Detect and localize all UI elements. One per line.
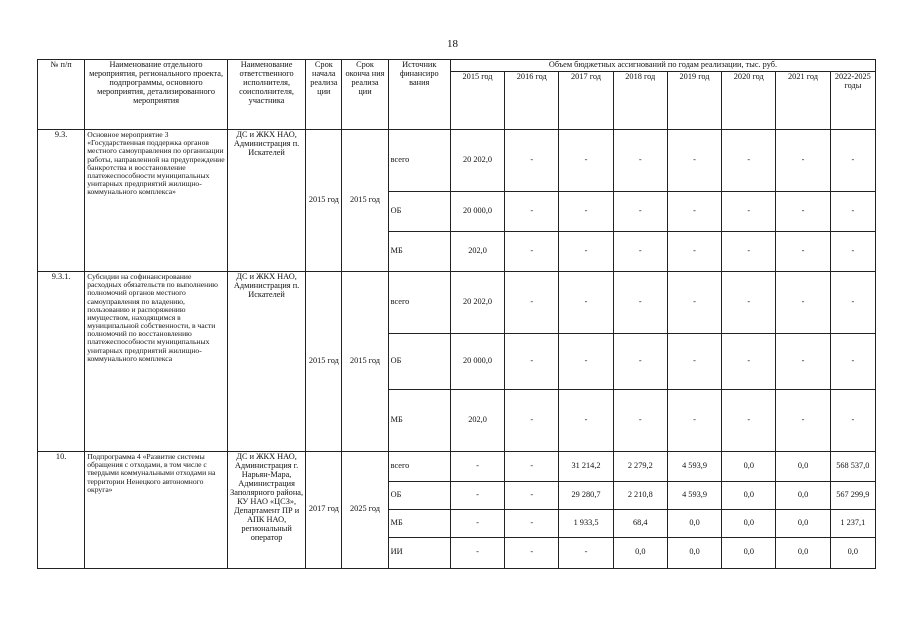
budget-value: 0,0	[667, 537, 721, 568]
row-number: 10.	[38, 451, 85, 568]
budget-value: -	[830, 333, 875, 389]
budget-value: -	[613, 231, 667, 271]
funding-source: МБ	[388, 231, 450, 271]
budget-value: -	[559, 129, 613, 191]
header-source: Источник финансиро вания	[388, 60, 450, 130]
budget-value: 0,0	[830, 537, 875, 568]
budget-value: 0,0	[776, 537, 830, 568]
activity-name: Подпрограмма 4 «Развитие системы обращения с отходами, в том числе с твердыми коммунальными отходами на территории Ненецкого автономного округа»	[85, 451, 228, 568]
budget-value: -	[776, 129, 830, 191]
budget-value: -	[776, 191, 830, 231]
header-year: 2021 год	[776, 71, 830, 129]
budget-value: 0,0	[722, 537, 776, 568]
header-num: № п/п	[38, 60, 85, 130]
budget-value: -	[613, 191, 667, 231]
budget-value: -	[667, 129, 721, 191]
budget-value: -	[776, 389, 830, 451]
budget-value: -	[722, 271, 776, 333]
budget-value: 2 210,8	[613, 481, 667, 509]
end-year: 2015 год	[342, 271, 388, 451]
budget-value: 4 593,9	[667, 451, 721, 481]
budget-value: -	[667, 333, 721, 389]
budget-value: 1 237,1	[830, 509, 875, 537]
row-number: 9.3.1.	[38, 271, 85, 451]
start-year: 2017 год	[306, 451, 342, 568]
budget-value: -	[776, 271, 830, 333]
activity-name: Субсидии на софинансирование расходных обязательств по выполнению полномочий органов местного самоуправления по владению, пользованию и распоряжению имуществом, находящимся в муниципальной собственности, в части полномочий по восстановлению платежеспособности муниципальных унитарных предприятий жилищно-коммунального комплекса	[85, 271, 228, 451]
budget-value: -	[830, 129, 875, 191]
table-row	[38, 129, 876, 191]
budget-value: 20 000,0	[450, 333, 504, 389]
budget-value: -	[450, 537, 504, 568]
budget-value: -	[505, 129, 559, 191]
budget-value: -	[505, 231, 559, 271]
responsible-executor: ДС и ЖКХ НАО, Администрация п. Искателей	[227, 271, 305, 451]
budget-value: 202,0	[450, 389, 504, 451]
funding-source: МБ	[388, 509, 450, 537]
budget-value: -	[505, 509, 559, 537]
budget-value: -	[667, 271, 721, 333]
budget-value: -	[450, 509, 504, 537]
budget-value: -	[613, 389, 667, 451]
budget-value: -	[613, 333, 667, 389]
budget-value: -	[722, 333, 776, 389]
budget-value: -	[776, 333, 830, 389]
responsible-executor: ДС и ЖКХ НАО, Администрация п. Искателей	[227, 129, 305, 271]
activity-name: Основное мероприятие 3 «Государственная поддержка органов местного самоуправления по организации работы, направленной на предупреждение банкротства и восстановление платежеспособности муниципальных унитарных предприятий жилищно-коммунального комплекса»	[85, 129, 228, 271]
budget-value: -	[722, 389, 776, 451]
budget-value: -	[776, 231, 830, 271]
budget-value: 0,0	[667, 509, 721, 537]
budget-value: 568 537,0	[830, 451, 875, 481]
budget-value: -	[830, 389, 875, 451]
budget-value: -	[722, 231, 776, 271]
budget-value: -	[830, 271, 875, 333]
header-budget: Объем бюджетных ассигнований по годам реализации, тыс. руб.	[450, 60, 875, 72]
budget-value: -	[559, 537, 613, 568]
budget-value: -	[505, 333, 559, 389]
header-year: 2015 год	[450, 71, 504, 129]
header-start: Срок начала реализа ции	[306, 60, 342, 130]
budget-value: 31 214,2	[559, 451, 613, 481]
start-year: 2015 год	[306, 129, 342, 271]
budget-value: -	[505, 191, 559, 231]
budget-value: -	[505, 537, 559, 568]
budget-value: -	[613, 271, 667, 333]
budget-value: -	[722, 129, 776, 191]
header-year: 2022-2025 годы	[830, 71, 875, 129]
header-row	[38, 60, 876, 72]
responsible-executor: ДС и ЖКХ НАО, Администрация г. Нарьян-Мара, Администрация Заполярного района, КУ НАО «ЦСЗ», Департамент ПР и АПК НАО, региональный оператор	[227, 451, 305, 568]
header-name: Наименование отдельного мероприятия, регионального проекта, подпрограммы, основного мероприятия, детализированного мероприятия	[85, 60, 228, 130]
funding-source: МБ	[388, 389, 450, 451]
budget-value: -	[667, 231, 721, 271]
budget-value: -	[559, 271, 613, 333]
budget-value: -	[667, 191, 721, 231]
funding-source: ОБ	[388, 333, 450, 389]
funding-source: всего	[388, 129, 450, 191]
header-responsible: Наименование ответственного исполнителя, соисполнителя, участника	[227, 60, 305, 130]
budget-value: 0,0	[613, 537, 667, 568]
budget-value: 0,0	[776, 481, 830, 509]
budget-value: -	[559, 231, 613, 271]
budget-value: -	[505, 481, 559, 509]
budget-value: -	[830, 191, 875, 231]
budget-value: 0,0	[722, 451, 776, 481]
budget-value: 567 299,9	[830, 481, 875, 509]
funding-source: всего	[388, 271, 450, 333]
budget-value: 0,0	[722, 481, 776, 509]
budget-value: -	[559, 191, 613, 231]
funding-source: ОБ	[388, 481, 450, 509]
funding-source: ИИ	[388, 537, 450, 568]
budget-table	[37, 59, 876, 569]
start-year: 2015 год	[306, 271, 342, 451]
header-year: 2019 год	[667, 71, 721, 129]
funding-source: всего	[388, 451, 450, 481]
table-row	[38, 451, 876, 481]
budget-value: 68,4	[613, 509, 667, 537]
header-year: 2017 год	[559, 71, 613, 129]
budget-value: -	[505, 451, 559, 481]
funding-source: ОБ	[388, 191, 450, 231]
header-year: 2018 год	[613, 71, 667, 129]
budget-value: 0,0	[722, 509, 776, 537]
budget-value: -	[505, 271, 559, 333]
page-number: 18	[447, 38, 458, 50]
budget-value: -	[667, 389, 721, 451]
budget-value: -	[450, 451, 504, 481]
budget-value: -	[450, 481, 504, 509]
header-year: 2016 год	[505, 71, 559, 129]
budget-value: -	[559, 389, 613, 451]
row-number: 9.3.	[38, 129, 85, 271]
budget-value: 2 279,2	[613, 451, 667, 481]
budget-value: 20 202,0	[450, 271, 504, 333]
budget-value: 4 593,9	[667, 481, 721, 509]
budget-value: 202,0	[450, 231, 504, 271]
budget-value: 0,0	[776, 451, 830, 481]
budget-value: -	[505, 389, 559, 451]
header-end: Срок оконча ния реализа ции	[342, 60, 388, 130]
table-row	[38, 271, 876, 333]
budget-value: 1 933,5	[559, 509, 613, 537]
budget-value: 0,0	[776, 509, 830, 537]
budget-value: -	[559, 333, 613, 389]
budget-value: -	[613, 129, 667, 191]
budget-value: -	[830, 231, 875, 271]
budget-value: 20 202,0	[450, 129, 504, 191]
end-year: 2025 год	[342, 451, 388, 568]
budget-value: 29 280,7	[559, 481, 613, 509]
end-year: 2015 год	[342, 129, 388, 271]
budget-value: 20 000,0	[450, 191, 504, 231]
budget-value: -	[722, 191, 776, 231]
header-year: 2020 год	[722, 71, 776, 129]
